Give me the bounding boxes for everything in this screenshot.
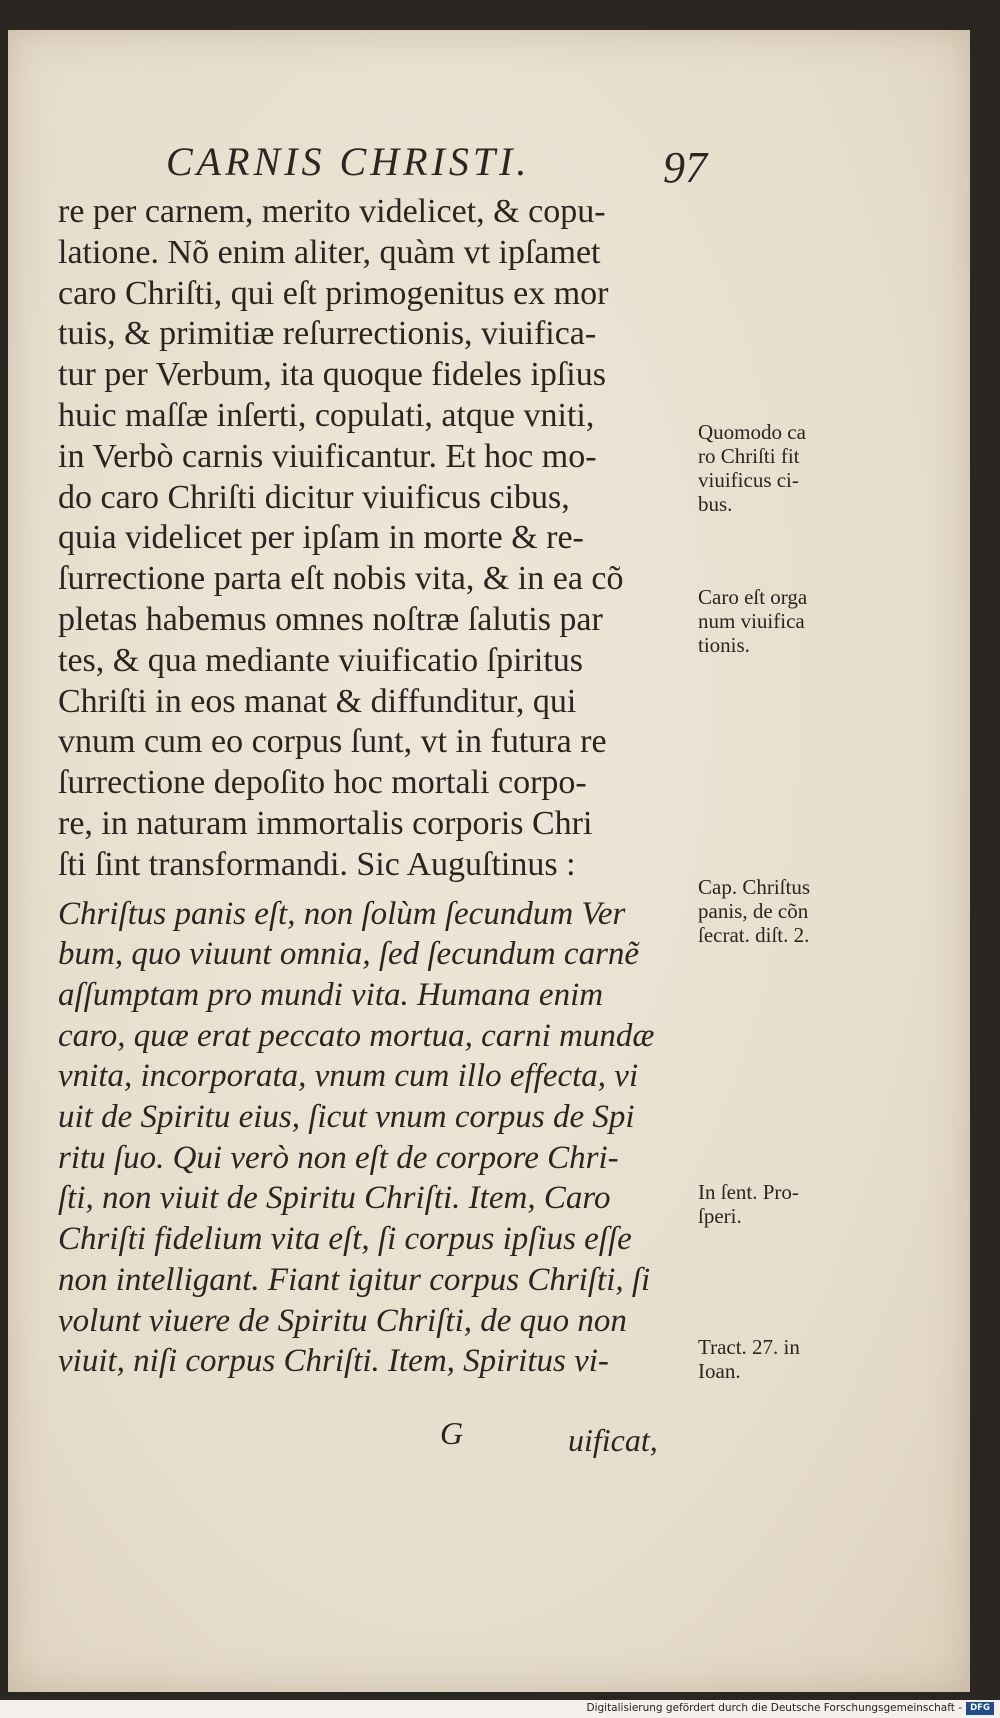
margin-note-line: In ſent. Pro- [698, 1180, 799, 1204]
margin-note [698, 1180, 898, 1228]
text-line: do caro Chriſti dicitur viuificus cibus, [58, 478, 570, 516]
quote-line: ritu ſuo. Qui verò non eſt de corpore Chri- [58, 1139, 619, 1176]
margin-note-line: Quomodo ca [698, 420, 806, 444]
text-line: latione. Nõ enim aliter, quàm vt ipſamet [58, 233, 601, 271]
margin-note-line: Caro eſt orga [698, 585, 808, 609]
margin-note-line: ro Chriſti fit [698, 444, 800, 468]
quote-line: non intelligant. Fiant igitur corpus Chriſti, ſi [58, 1261, 651, 1298]
italic-quotation-block [58, 894, 708, 1382]
margin-note [698, 420, 898, 516]
margin-note-line: Tract. 27. in [698, 1335, 800, 1359]
margin-note-line: ſperi. [698, 1204, 742, 1228]
footer-bar [0, 1700, 1000, 1718]
text-line: ſurrectione parta eſt nobis vita, & in ea cõ [58, 560, 624, 598]
margin-note-line: panis, de cõn [698, 899, 809, 923]
margin-note [698, 875, 898, 947]
signature-mark: G [440, 1415, 464, 1451]
funding-credit: Digitalisierung gefördert durch die Deutsche Forschungsgemeinschaft - [586, 1702, 962, 1714]
margin-note-line: bus. [698, 492, 733, 516]
dfg-logo: DFG [966, 1702, 994, 1715]
quote-line: ſti, non viuit de Spiritu Chriſti. Item, Caro [58, 1180, 611, 1217]
text-line: tes, & qua mediante viuificatio ſpiritus [58, 641, 583, 679]
book-page [8, 30, 970, 1692]
quote-line: viuit, niſi corpus Chriſti. Item, Spiritus vi- [58, 1343, 609, 1380]
quote-line: Chriſtus panis eſt, non ſolùm ſecundum Ver [58, 895, 626, 932]
running-title: CARNIS CHRISTI. [166, 139, 531, 184]
text-line: huic maſſæ inſerti, copulati, atque vniti, [58, 396, 595, 434]
margin-note-line: ſecrat. diſt. 2. [698, 923, 810, 947]
margin-note-line: Cap. Chriſtus [698, 875, 811, 899]
margin-note [698, 1335, 898, 1383]
text-line: in Verbò carnis viuificantur. Et hoc mo- [58, 437, 597, 475]
page-number: 97 [663, 143, 707, 192]
main-text [58, 192, 708, 1382]
text-line: re per carnem, merito videlicet, & copu- [58, 193, 606, 230]
margin-note-line: viuificus ci- [698, 468, 799, 492]
quote-line: aſſumptam pro mundi vita. Humana enim [58, 976, 604, 1013]
text-line: pletas habemus omnes noſtræ ſalutis par [58, 600, 603, 638]
catchword: uificat, [568, 1422, 658, 1458]
quote-line: volunt viuere de Spiritu Chriſti, de quo non [58, 1302, 627, 1339]
text-line: quia videlicet per ipſam in morte & re- [58, 519, 584, 557]
text-line: ſurrectione depoſito hoc mortali corpo- [58, 764, 587, 802]
quote-line: caro, quæ erat peccato mortua, carni mundæ [58, 1017, 655, 1054]
margin-note-line: num viuifica [698, 609, 805, 633]
text-line: ſti ſint transformandi. Sic Auguſtinus : [58, 845, 576, 883]
quote-line: bum, quo viuunt omnia, ſed ſecundum carnẽ [58, 936, 640, 973]
quote-line: Chriſti fidelium vita eſt, ſi corpus ipſius eſſe [58, 1221, 632, 1258]
text-line: Chriſti in eos manat & diffunditur, qui [58, 682, 577, 720]
margin-note-line: Ioan. [698, 1359, 741, 1383]
margin-note [698, 585, 898, 657]
margin-note-line: tionis. [698, 633, 750, 657]
roman-text-block [58, 192, 708, 886]
text-line: re, in naturam immortalis corporis Chri [58, 804, 593, 842]
quote-line: uit de Spiritu eius, ſicut vnum corpus de Spi [58, 1099, 635, 1136]
text-line: tuis, & primitiæ reſurrectionis, viuifica- [58, 315, 597, 353]
text-line: tur per Verbum, ita quoque fideles ipſius [58, 356, 606, 394]
text-line: vnum cum eo corpus ſunt, vt in futura re [58, 723, 607, 761]
quote-line: vnita, incorporata, vnum cum illo effecta, vi [58, 1058, 639, 1095]
text-line: caro Chriſti, qui eſt primogenitus ex mor [58, 274, 609, 312]
